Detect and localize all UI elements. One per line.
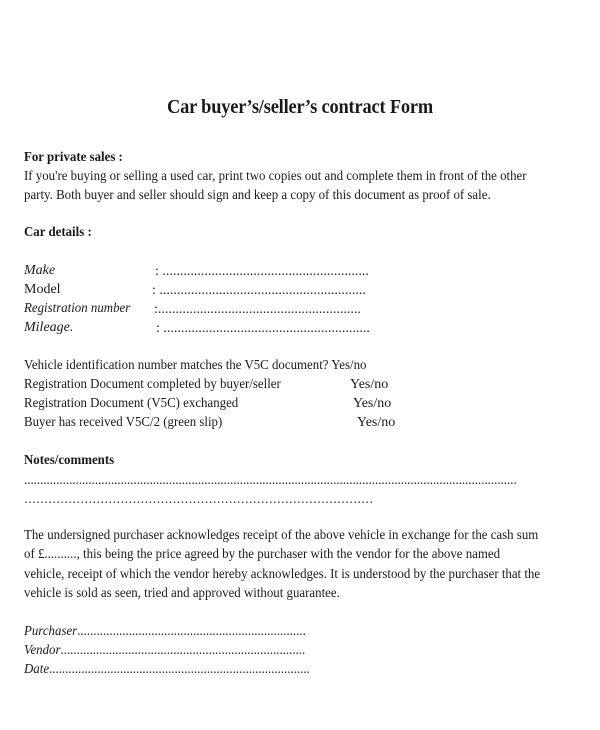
check-value-v5c-exchanged[interactable]: Yes/no	[353, 396, 392, 411]
notes-line-2[interactable]: ……………………………………………………………………………	[24, 492, 374, 507]
signature-label-vendor: Vendor	[24, 643, 61, 658]
check-value-registration-completed[interactable]: Yes/no	[350, 377, 389, 392]
signature-row-date	[24, 662, 335, 678]
page-title: Car buyer’s/seller’s contract Form	[166, 96, 434, 118]
field-label-make: Make	[24, 263, 56, 278]
acknowledgement-line-1: The undersigned purchaser acknowledges receipt of the above vehicle in exchange for the cash sum	[24, 528, 539, 543]
field-label-model: Model	[24, 282, 61, 297]
car-details-heading: Car details :	[24, 225, 92, 240]
check-value-green-slip[interactable]: Yes/no	[357, 415, 396, 430]
check-row-green-slip: Buyer has received V5C/2 (green slip)	[24, 415, 223, 430]
field-blank-registration-number[interactable]: :..........................................................	[154, 302, 361, 317]
notes-line-1[interactable]: .........................................................................................................................................................	[24, 473, 517, 488]
private-sales-heading: For private sales :	[24, 150, 123, 165]
acknowledgement-line-2: of £.........., this being the price agreed by the purchaser with the vendor for the above named	[24, 547, 501, 562]
signature-blank-purchaser[interactable]: .......................................................................	[77, 624, 306, 639]
signature-label-purchaser: Purchaser	[24, 624, 78, 639]
check-row-vin: Vehicle identification number matches the V5C document? Yes/no	[24, 358, 367, 373]
acknowledgement-line-3: vehicle, receipt of which the vendor hereby acknowledges. It is understood by the purchaser that the	[24, 567, 541, 582]
private-sales-text-line-1: If you're buying or selling a used car, print two copies out and complete them in front of the other	[24, 169, 527, 184]
field-label-mileage: Mileage.	[24, 320, 74, 335]
private-sales-text-line-2: party. Both buyer and seller should sign and keep a copy of this document as proof of sale.	[24, 188, 491, 203]
signature-blank-date[interactable]: .................................................................................	[49, 662, 310, 677]
field-label-registration-number: Registration number	[24, 301, 131, 316]
signature-row-vendor	[24, 643, 330, 659]
signature-label-date: Date	[24, 662, 50, 677]
signature-row-purchaser	[24, 624, 330, 640]
field-blank-model[interactable]: : ...........................................................	[152, 283, 366, 298]
field-blank-mileage[interactable]: : ...........................................................	[156, 321, 370, 336]
signature-blank-vendor[interactable]: ............................................................................	[60, 643, 306, 658]
check-row-v5c-exchanged: Registration Document (V5C) exchanged	[24, 396, 239, 411]
field-blank-make[interactable]: : ...........................................................	[155, 264, 369, 279]
acknowledgement-line-4: vehicle is sold as seen, tried and approved without guarantee.	[24, 586, 340, 601]
check-value-vin[interactable]: Yes/no	[331, 358, 367, 373]
notes-heading: Notes/comments	[24, 453, 115, 468]
check-row-registration-completed: Registration Document completed by buyer/seller	[24, 377, 281, 392]
